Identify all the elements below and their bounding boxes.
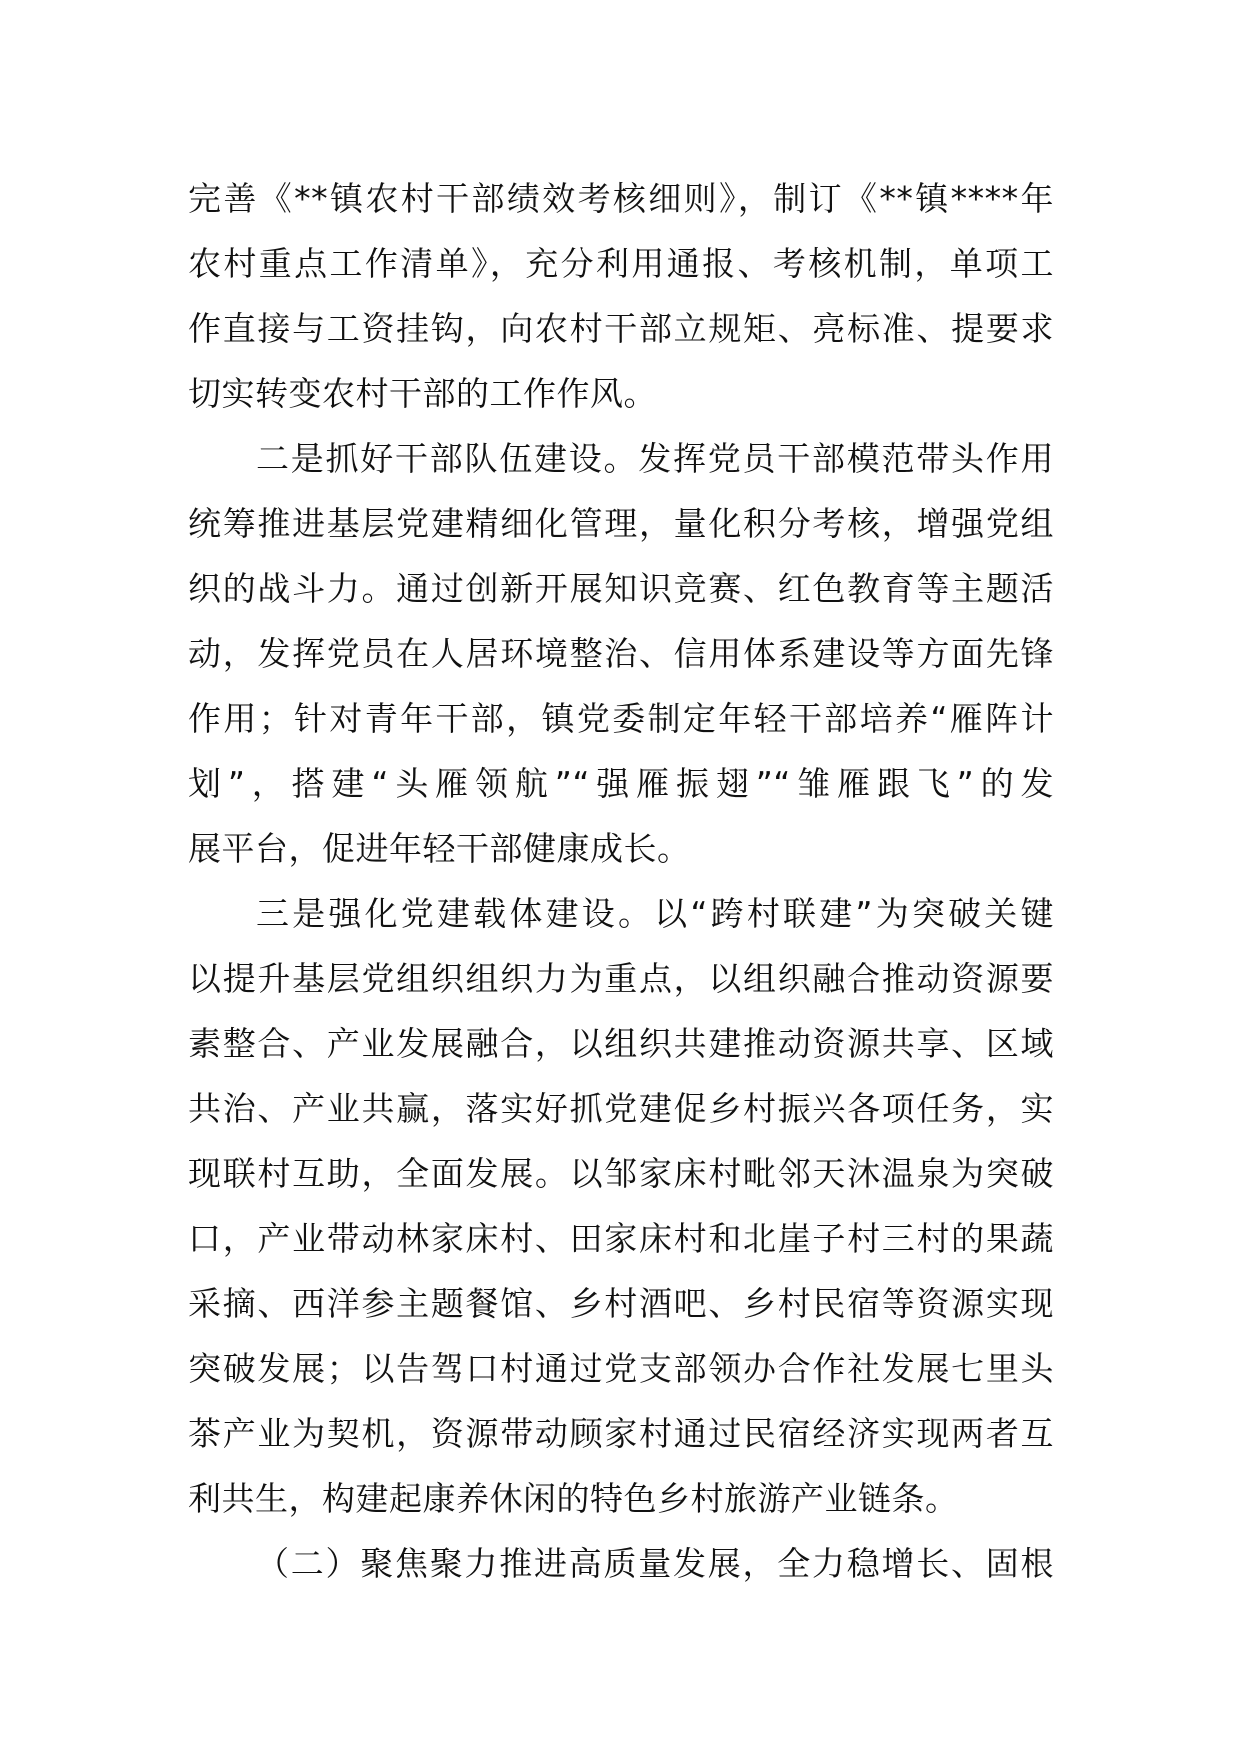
text-line: 共治、产业共赢，落实好抓党建促乡村振兴各项任务，实 (188, 1089, 1054, 1128)
text-line: 突破发展；以告驾口村通过党支部领办合作社发展七里头 (188, 1349, 1054, 1388)
text-line: 素整合、产业发展融合，以组织共建推动资源共享、区域 (188, 1024, 1054, 1063)
text-line: 展平台，促进年轻干部健康成长。 (188, 829, 691, 868)
text-line: 织的战斗力。通过创新开展知识竞赛、红色教育等主题活 (188, 569, 1054, 608)
text-line: 切实转变农村干部的工作作风。 (188, 374, 657, 413)
text-line: 利共生，构建起康养休闲的特色乡村旅游产业链条。 (188, 1479, 959, 1518)
text-line: 现联村互助，全面发展。以邹家床村毗邻天沐温泉为突破 (188, 1154, 1054, 1193)
text-line: 动，发挥党员在人居环境整治、信用体系建设等方面先锋 (188, 634, 1054, 673)
text-line: 统筹推进基层党建精细化管理，量化积分考核，增强党组 (188, 504, 1054, 543)
paragraph-start-line: （二）聚焦聚力推进高质量发展，全力稳增长、固根 (256, 1544, 1054, 1583)
text-line: 采摘、西洋参主题餐馆、乡村酒吧、乡村民宿等资源实现 (188, 1284, 1054, 1323)
text-line: 口，产业带动林家床村、田家床村和北崖子村三村的果蔬 (188, 1219, 1054, 1258)
paragraph-start-line: 三是强化党建载体建设。以“跨村联建”为突破关键 (256, 894, 1054, 933)
text-line: 作直接与工资挂钩，向农村干部立规矩、亮标准、提要求 (188, 309, 1054, 348)
text-line: 完善《**镇农村干部绩效考核细则》，制订《**镇****年 (188, 179, 1054, 218)
text-line: 划”，搭建“头雁领航”“强雁振翅”“雏雁跟飞”的发 (188, 764, 1054, 803)
text-line: 以提升基层党组织组织力为重点，以组织融合推动资源要 (188, 959, 1054, 998)
document-body (188, 166, 1054, 1596)
text-line: 农村重点工作清单》，充分利用通报、考核机制，单项工 (188, 244, 1054, 283)
paragraph-start-line: 二是抓好干部队伍建设。发挥党员干部模范带头作用 (256, 439, 1054, 478)
text-line: 茶产业为契机，资源带动顾家村通过民宿经济实现两者互 (188, 1414, 1054, 1453)
text-line: 作用；针对青年干部，镇党委制定年轻干部培养“雁阵计 (188, 699, 1054, 738)
